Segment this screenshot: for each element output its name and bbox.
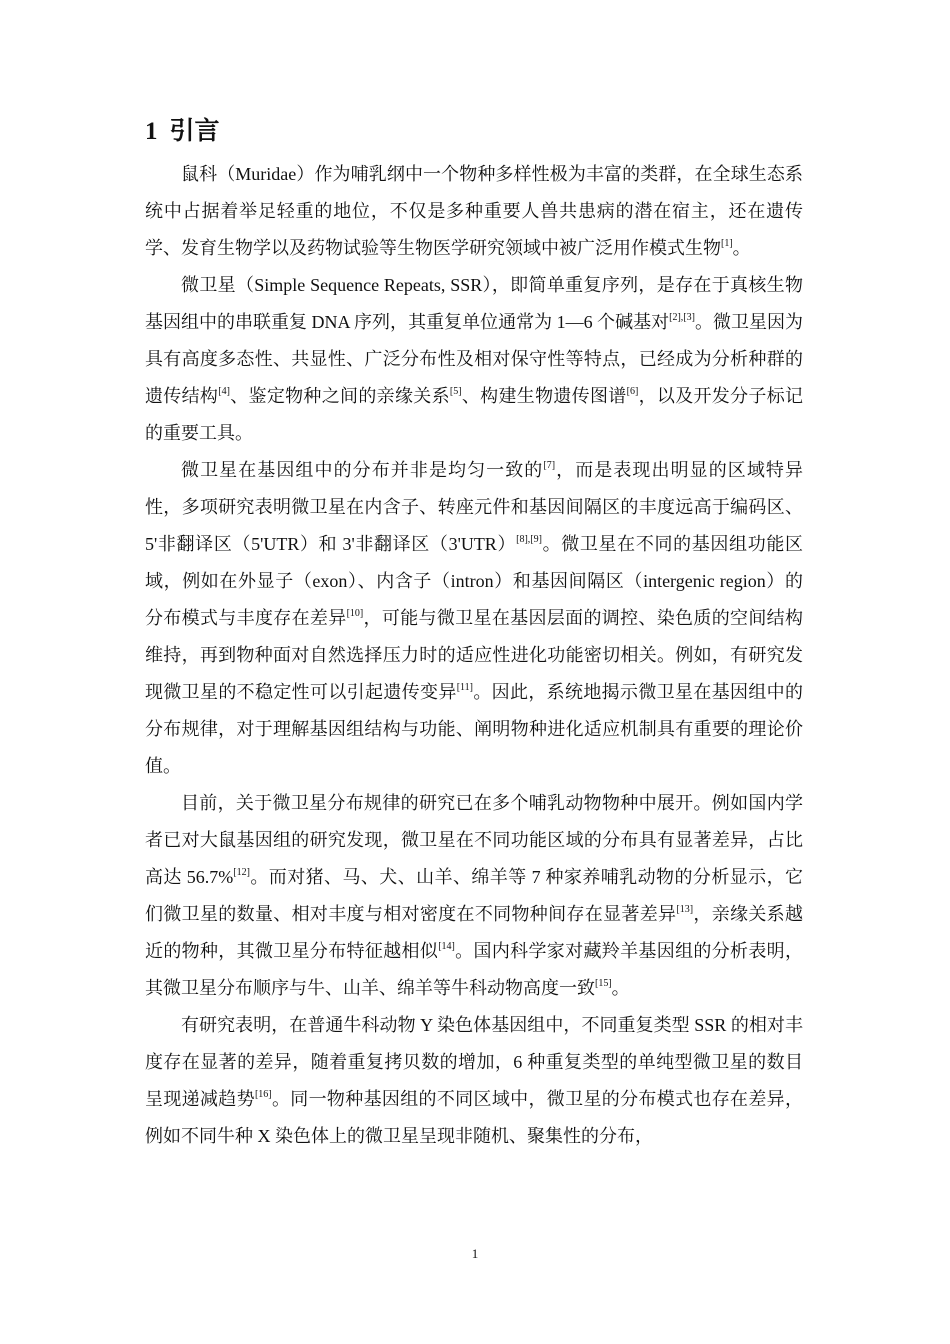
citation-ref: [1] bbox=[721, 238, 733, 249]
paragraph-text: ，亲缘关系越近的物种，其微卫星分布特征越相似 bbox=[145, 904, 804, 961]
page-number: 1 bbox=[471, 1246, 479, 1261]
paragraph-text: ，可能与微卫星在基因层面的调控、染色质的空间结构维持，再到物种面对自然选择压力时的适应性进化功能密切相关。例如，有研究发现微卫星的不稳定性可以引起遗传变异 bbox=[145, 608, 803, 702]
paragraph-text: 。微卫星因为具有高度多态性、共显性、广泛分布性及相对保守性等特点，已经成为分析种群的遗传结构 bbox=[145, 312, 803, 406]
paragraph-text: 微卫星（Simple Sequence Repeats, SSR），即简单重复序列，是存在于真核生物基因组中的串联重复 DNA 序列，其重复单位通常为 1—6 个碱基对 bbox=[145, 275, 803, 332]
citation-ref: [13] bbox=[676, 904, 694, 915]
paragraph-text: 鼠科（Muridae）作为哺乳纲中一个物种多样性极为丰富的类群，在全球生态系统中占据着举足轻重的地位，不仅是多种重要人兽共患病的潜在宿主，还在遗传学、发育生物学以及药物试验等生物医学研究领域中被广泛用作模式生物 bbox=[145, 164, 803, 258]
paragraph bbox=[145, 1007, 803, 1155]
paragraph-text: 目前，关于微卫星分布规律的研究已在多个哺乳动物物种中展开。例如国内学者已对大鼠基因组的研究发现，微卫星在不同功能区域的分布具有显著差异，占比高达 56.7% bbox=[145, 793, 803, 887]
paragraph bbox=[145, 452, 803, 785]
citation-ref: [6] bbox=[626, 386, 639, 397]
paragraph-text: 、鉴定物种之间的亲缘关系 bbox=[229, 386, 450, 406]
citation-ref: [12] bbox=[233, 867, 250, 878]
citation-ref: [16] bbox=[254, 1089, 272, 1100]
paragraph-text: ，而是表现出明显的区域特异性，多项研究表明微卫星在内含子、转座元件和基因间隔区的丰度远高于编码区、5'非翻译区（5'UTR）和 3'非翻译区（3'UTR） bbox=[145, 460, 804, 554]
paragraph-text: 微卫星在基因组中的分布并非是均匀一致的 bbox=[181, 460, 544, 480]
paragraph-text: 有研究表明，在普通牛科动物 Y 染色体基因组中，不同重复类型 SSR 的相对丰度存在显著的差异，随着重复拷贝数的增加，6 种重复类型的单纯型微卫星的数目呈现递减趋势 bbox=[145, 1015, 803, 1109]
paragraph-text: 。同一物种基因组的不同区域中，微卫星的分布模式也存在差异，例如不同牛种 X 染色体上的微卫星呈现非随机、聚集性的分布， bbox=[145, 1089, 804, 1146]
paragraph-text: 。国内科学家对藏羚羊基因组的分析表明，其微卫星分布顺序与牛、山羊、绵羊等牛科动物高度一致 bbox=[145, 941, 804, 998]
citation-ref: [2],[3] bbox=[669, 312, 695, 323]
citation-ref: [10] bbox=[346, 608, 364, 619]
paragraph-text: 。因此，系统地揭示微卫星在基因组中的分布规律，对于理解基因组结构与功能、阐明物种进化适应机制具有重要的理论价值。 bbox=[145, 682, 804, 776]
paragraph-text: 。而对猪、马、犬、山羊、绵羊等 7 种家养哺乳动物的分析显示，它们微卫星的数量、相对丰度与相对密度在不同物种间存在显著差异 bbox=[145, 867, 803, 924]
citation-ref: [14] bbox=[438, 941, 455, 952]
paragraph bbox=[145, 785, 803, 1007]
citation-ref: [7] bbox=[543, 460, 556, 471]
paragraph-text: ，以及开发分子标记的重要工具。 bbox=[145, 386, 804, 443]
citation-ref: [8],[9] bbox=[516, 534, 542, 545]
citation-ref: [4] bbox=[218, 386, 230, 397]
section-number: 1 bbox=[145, 118, 158, 145]
paragraph-text: 。 bbox=[732, 238, 751, 258]
citation-ref: [11] bbox=[456, 682, 473, 693]
paragraph-text: 。微卫星在不同的基因组功能区域，例如在外显子（exon）、内含子（intron）和基因间隔区（intergenic region）的分布模式与丰度存在差异 bbox=[145, 534, 803, 628]
body-text bbox=[145, 156, 803, 1155]
citation-ref: [15] bbox=[595, 978, 612, 989]
paragraph bbox=[145, 267, 803, 452]
paragraph-text: 、构建生物遗传图谱 bbox=[461, 386, 627, 406]
paragraph bbox=[145, 156, 803, 267]
citation-ref: [5] bbox=[449, 386, 462, 397]
section-title: 引言 bbox=[169, 118, 220, 145]
section-heading bbox=[145, 114, 220, 150]
paragraph-text: 。 bbox=[611, 978, 630, 998]
